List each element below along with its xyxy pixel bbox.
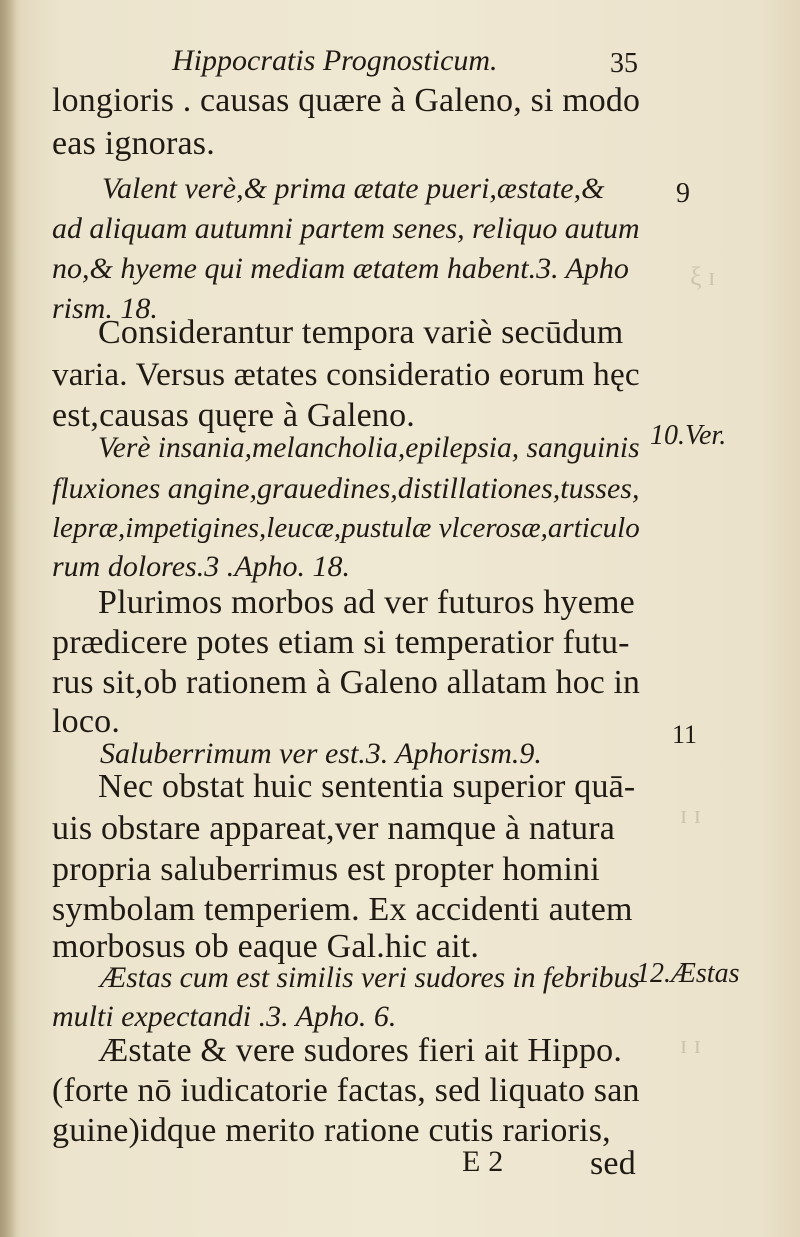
aphorism-line: Saluberrimum ver est.3. Aphorism.9. — [100, 737, 542, 770]
aphorism-line: fluxiones angine,grauedines,distillationes,tusses, — [52, 472, 640, 505]
aphorism-line: rum dolores.3 .Apho. 18. — [52, 550, 351, 583]
margin-note-9: 9 — [676, 178, 690, 209]
aphorism-line: no,& hyeme qui mediam ætatem habent.3. Apho — [52, 252, 629, 285]
text-line: longioris . causas quære à Galeno, si modo — [52, 82, 641, 119]
text-line: varia. Versus ætates consideratio eorum hęc — [52, 356, 640, 393]
text-line: (forte nō iudicatorie factas, sed liquato san — [52, 1072, 640, 1109]
catchword: sed — [590, 1145, 636, 1182]
aphorism-line: Verè insania,melancholia,epilepsia, sanguinis — [98, 432, 640, 464]
text-line: guine)idque merito ratione cutis rarioris, — [52, 1112, 611, 1149]
show-through: ɪ ɪ — [680, 1030, 701, 1059]
text-line: Considerantur tempora variè secūdum — [98, 314, 624, 351]
show-through: ɪ ɪ — [680, 800, 701, 829]
text-line: propria saluberrimus est propter homini — [52, 851, 600, 888]
aphorism-line: lepræ,impetigines,leucæ,pustulæ vlcerosæ,articulo — [52, 512, 640, 544]
aphorism-line: Valent verè,& prima ætate pueri,æstate,& — [102, 172, 605, 205]
margin-note-12: 12.Æstas — [636, 958, 740, 989]
text-line: prædicere potes etiam si temperatior futu- — [52, 624, 630, 661]
aphorism-line: ad aliquam autumni partem senes, reliquo autum — [52, 212, 640, 245]
text-line: symbolam temperiem. Ex accidenti autem — [52, 891, 633, 928]
aphorism-line: rism. 18. — [52, 292, 158, 325]
text-line: est,causas quęre à Galeno. — [52, 397, 415, 434]
text-line: loco. — [52, 703, 121, 740]
aphorism-line: Æstas cum est similis veri sudores in febribus — [100, 962, 640, 994]
text-line: eas ignoras. — [52, 125, 215, 162]
margin-note-10: 10.Ver. — [650, 420, 727, 451]
binding-shadow — [0, 0, 16, 1237]
signature-mark: E 2 — [462, 1145, 504, 1178]
margin-note-11: 11 — [672, 720, 698, 749]
running-title: Hippocratis Prognosticum. — [172, 44, 498, 77]
page-number: 35 — [610, 48, 638, 79]
text-line: uis obstare appareat,ver namque à natura — [52, 810, 616, 847]
text-line: Plurimos morbos ad ver futuros hyeme — [98, 584, 635, 621]
text-line: Æstate & vere sudores fieri ait Hippo. — [98, 1032, 623, 1069]
show-through: ξ ɪ — [690, 262, 716, 291]
text-line: morbosus ob eaque Gal.hic ait. — [52, 928, 480, 965]
text-line: Nec obstat huic sententia superior quā- — [98, 768, 636, 805]
aphorism-line: multi expectandi .3. Apho. 6. — [52, 1000, 397, 1033]
text-line: rus sit,ob rationem à Galeno allatam hoc in — [52, 664, 641, 701]
